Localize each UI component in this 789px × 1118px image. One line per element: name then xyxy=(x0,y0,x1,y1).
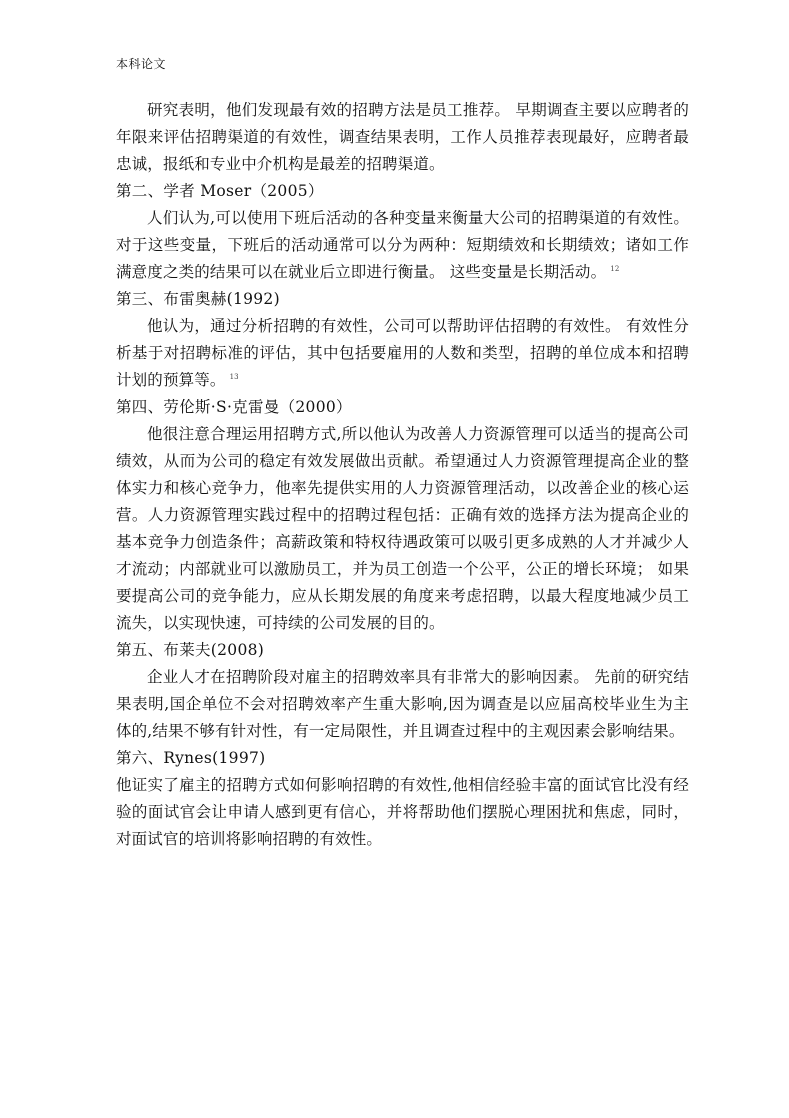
paragraph-rynes xyxy=(116,772,689,853)
body-content xyxy=(116,97,689,853)
paragraph-text: 他证实了雇主的招聘方式如何影响招聘的有效性,他相信经验丰富的面试官比没有经验的面试官会让申请人感到更有信心，并将帮助他们摆脱心理困扰和焦虑，同时，对面试官的培训将影响招聘的有效性。 xyxy=(116,776,689,848)
footnote-marker[interactable]: 12 xyxy=(610,265,620,273)
paragraph-text: 他很注意合理运用招聘方式,所以他认为改善人力资源管理可以适当的提高公司绩效，从而为公司的稳定有效发展做出贡献。希望通过人力资源管理提高企业的整体实力和核心竞争力，他率先提供实用的人力资源管理活动，以改善企业的核心运营。人力资源管理实践过程中的招聘过程包括：正确有效的选择方法为提高企业的基本竞争力创造条件；高薪政策和特权待遇政策可以吸引更多成熟的人才并减少人才流动；内部就业可以激励员工，并为员工创造一个公平，公正的增长环境； 如果要提高公司的竞争能力，应从长期发展的角度来考虑招聘，以最大程度地减少员工流失，以实现快速，可持续的公司发展的目的。 xyxy=(116,425,689,632)
paragraph-intro xyxy=(116,97,689,178)
paragraph-text: 企业人才在招聘阶段对雇主的招聘效率具有非常大的影响因素。 先前的研究结果表明,国企单位不会对招聘效率产生重大影响,因为调查是以应届高校毕业生为主体的,结果不够有针对性，有一定局限性，并且调查过程中的主观因素会影响结果。 xyxy=(116,668,689,740)
section-heading-moser: 第二、学者 Moser（2005） xyxy=(116,182,324,200)
section-heading-kleiman: 第四、劳伦斯·S·克雷曼（2000） xyxy=(116,398,352,416)
paragraph-text: 研究表明，他们发现最有效的招聘方法是员工推荐。 早期调查主要以应聘者的年限来评估招聘渠道的有效性，调查结果表明，工作人员推荐表现最好，应聘者最忠诚，报纸和专业中介机构是最差的招聘渠道。 xyxy=(116,101,689,173)
section-heading-breaugh: 第三、布雷奥赫(1992) xyxy=(116,290,280,308)
paragraph-breif xyxy=(116,664,689,745)
paragraph-moser xyxy=(116,205,689,286)
paragraph-text: 人们认为,可以使用下班后活动的各种变量来衡量大公司的招聘渠道的有效性。对于这些变量，下班后的活动通常可以分为两种：短期绩效和长期绩效；诸如工作满意度之类的结果可以在就业后立即进行衡量。 这些变量是长期活动。 xyxy=(116,209,689,281)
paragraph-breaugh xyxy=(116,313,689,394)
paragraph-kleiman xyxy=(116,421,689,637)
footnote-marker[interactable]: 13 xyxy=(229,373,239,381)
running-header: 本科论文 xyxy=(116,57,167,71)
section-heading-breif: 第五、布莱夫(2008) xyxy=(116,641,265,659)
paragraph-text: 他认为，通过分析招聘的有效性，公司可以帮助评估招聘的有效性。 有效性分析基于对招聘标准的评估，其中包括要雇用的人数和类型，招聘的单位成本和招聘计划的预算等。 xyxy=(116,317,689,389)
section-heading-rynes: 第六、Rynes(1997) xyxy=(116,749,266,767)
